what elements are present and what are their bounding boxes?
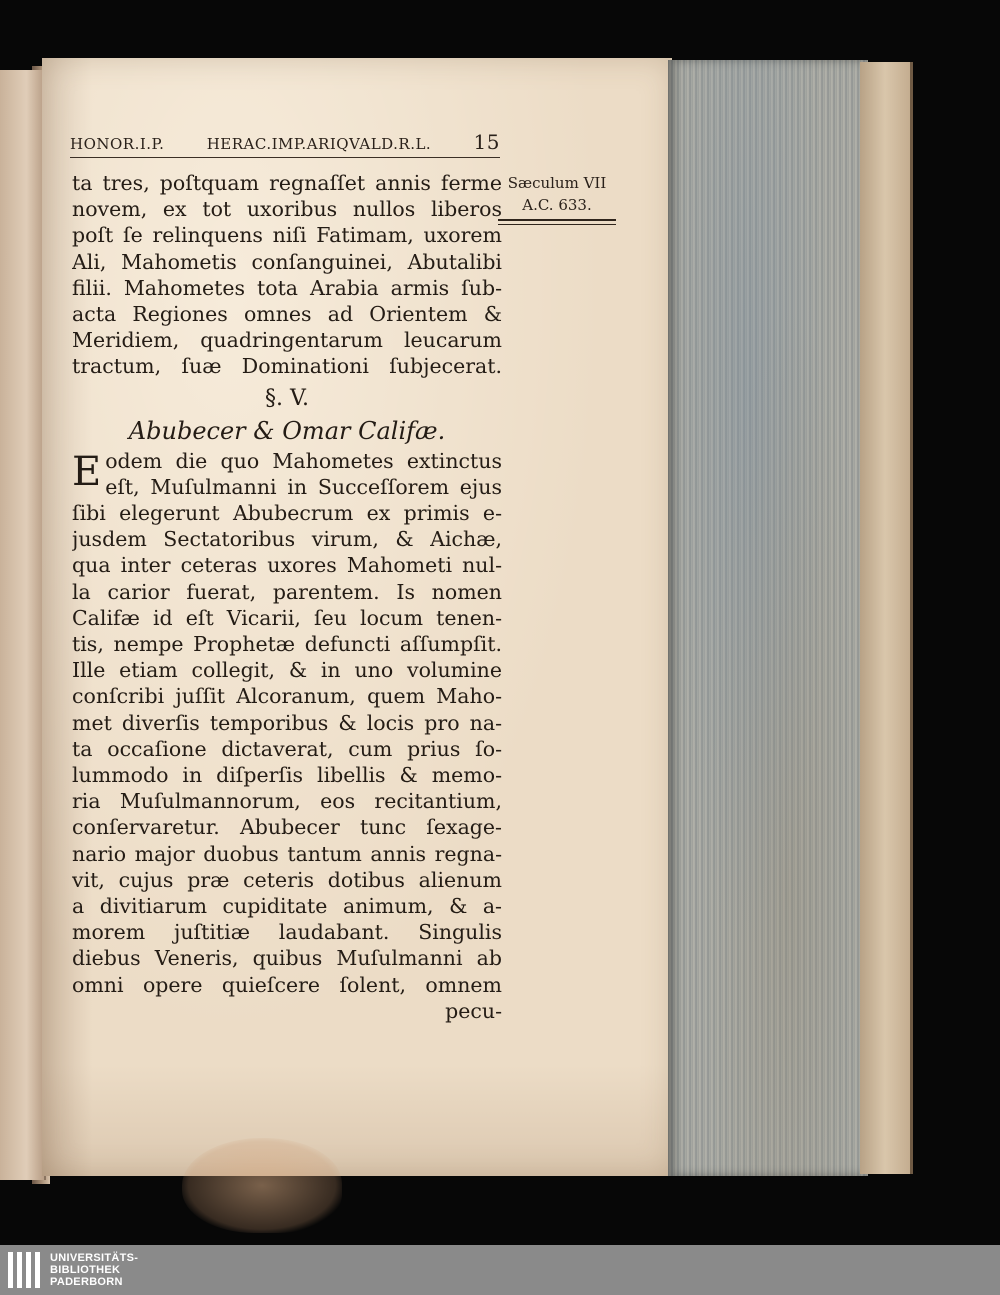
left-page-edge — [0, 70, 46, 1180]
text-line: odem die quo Mahometes extinctus — [105, 448, 502, 473]
text-line: lummodo in diſperſis libellis & memo- — [72, 763, 502, 788]
text-line: novem, ex tot uxoribus nullos liberos — [72, 197, 502, 222]
text-line: ſibi elegerunt Abubecrum ex primis e- — [72, 501, 502, 526]
water-stain — [182, 1138, 342, 1233]
text-line: a divitiarum cupiditate animum, & a- — [72, 894, 502, 919]
library-name — [50, 1252, 138, 1288]
margin-note-year: A.C. 633. — [522, 196, 592, 214]
margin-note-century: Sæculum VII — [507, 174, 607, 192]
catchword: pecu- — [445, 998, 502, 1023]
text-line: met diverſis temporibus & locis pro na- — [72, 710, 502, 735]
paragraph — [72, 448, 502, 1024]
text-line: filii. Mahometes tota Arabia armis ſub- — [72, 275, 502, 300]
header-left: HONOR.I.P. — [70, 135, 165, 153]
drop-cap: E — [72, 448, 102, 495]
body-text — [72, 170, 502, 1024]
library-name-line: BIBLIOTHEK — [50, 1264, 121, 1276]
book-cover-edge — [860, 62, 913, 1174]
page-number: 15 — [473, 130, 500, 154]
margin-note — [498, 172, 616, 225]
library-name-line: PADERBORN — [50, 1276, 123, 1288]
margin-rule-thin — [498, 224, 616, 225]
text-line: tis, nempe Prophetæ defuncti aſſumpſit. — [72, 632, 502, 657]
text-line: nario major duobus tantum annis regna- — [72, 841, 502, 866]
text-line: qua inter ceteras uxores Mahometi nul- — [72, 553, 502, 578]
text-line: eſt, Muſulmanni in Succeſſorem ejus — [105, 474, 502, 499]
running-header — [70, 130, 500, 158]
section-title: Abubecer & Omar Califæ. — [128, 416, 446, 445]
text-line: jusdem Sectatoribus virum, & Aichæ, — [72, 527, 502, 552]
text-line: ta occaſione dictaverat, cum prius ſo- — [72, 736, 502, 761]
text-line: acta Regiones omnes ad Orientem & — [72, 302, 502, 327]
text-line: Califæ id eſt Vicarii, ſeu locum tenen- — [72, 605, 502, 630]
text-line: ria Muſulmannorum, eos recitantium, — [72, 789, 502, 814]
text-line: conſervaretur. Abubecer tunc ſexage- — [72, 815, 502, 840]
text-line: Ali, Mahometis conſanguinei, Abutalibi — [72, 249, 502, 274]
text-line: tractum, ſuæ Dominationi ſubjecerat. — [72, 354, 502, 379]
text-line: conſcribi juſſit Alcoranum, quem Maho- — [72, 684, 502, 709]
section-number: §. V. — [264, 385, 310, 411]
text-line: Meridiem, quadringentarum leucarum — [72, 328, 502, 353]
text-line: morem juſtitiæ laudabant. Singulis — [72, 920, 502, 945]
margin-rule-thick — [498, 219, 616, 221]
text-line: omni opere quieſcere ſolent, omnem — [72, 972, 502, 997]
header-center: HERAC.IMP.ARIQVALD.R.L. — [206, 135, 432, 153]
text-line: ta tres, poſtquam regnaſſet annis ferme — [72, 171, 502, 195]
library-logo-icon — [8, 1252, 40, 1288]
text-line: vit, cujus præ ceteris dotibus alienum — [72, 867, 502, 892]
library-name-line: UNIVERSITÄTS- — [50, 1252, 139, 1264]
page-block-edges — [668, 60, 868, 1176]
library-footer — [0, 1245, 1000, 1295]
text-line: diebus Veneris, quibus Muſulmanni ab — [72, 946, 502, 971]
text-line: la carior fuerat, parentem. Is nomen — [72, 579, 502, 604]
text-line: Ille etiam collegit, & in uno volumine — [72, 658, 502, 683]
text-line: poſt ſe relinquens niſi Fatimam, uxorem — [72, 223, 502, 248]
